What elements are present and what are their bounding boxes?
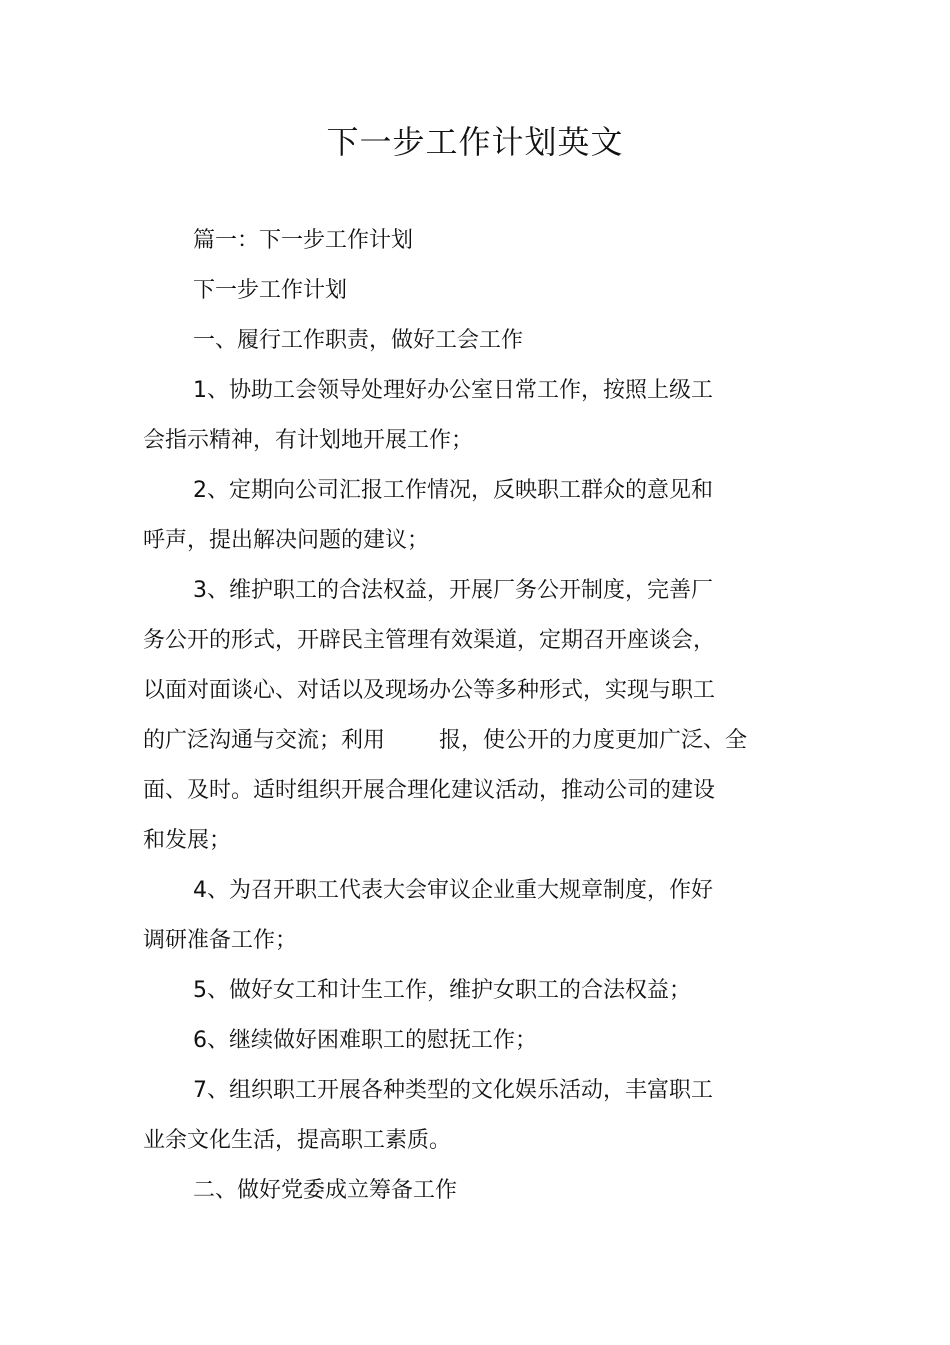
section-heading: 二、做好党委成立筹备工作 xyxy=(193,1178,458,1203)
paragraph-line: 面、及时。适时组织开展合理化建议活动，推动公司的建设 xyxy=(143,778,716,803)
paragraph-line: 4、为召开职工代表大会审议企业重大规章制度，作好 xyxy=(193,878,713,903)
paragraph-text: 的广泛沟通与交流；利用 xyxy=(143,728,386,753)
section-heading: 篇一：下一步工作计划 xyxy=(193,228,414,253)
paragraph-line: 6、继续做好困难职工的慰抚工作； xyxy=(193,1028,537,1053)
paragraph-line: 7、组织职工开展各种类型的文化娱乐活动，丰富职工 xyxy=(193,1078,713,1103)
paragraph-line: 一、履行工作职责，做好工会工作 xyxy=(193,328,524,353)
paragraph-line: 会指示精神，有计划地开展工作； xyxy=(143,428,474,453)
paragraph-line: 业余文化生活，提高职工素质。 xyxy=(143,1128,452,1153)
paragraph-line: 呼声，提出解决问题的建议； xyxy=(143,528,430,553)
document-body xyxy=(143,216,783,1216)
paragraph-line: 3、维护职工的合法权益，开展厂务公开制度，完善厂 xyxy=(193,578,713,603)
paragraph-line: 务公开的形式，开辟民主管理有效渠道，定期召开座谈会， xyxy=(143,628,716,653)
paragraph-line: 1、协助工会领导处理好办公室日常工作，按照上级工 xyxy=(193,378,713,403)
paragraph-line: 5、做好女工和计生工作，维护女职工的合法权益； xyxy=(193,978,691,1003)
paragraph-line xyxy=(143,716,783,766)
paragraph-line: 和发展； xyxy=(143,828,232,853)
document-title: 下一步工作计划英文 xyxy=(326,123,624,161)
paragraph-line: 以面对面谈心、对话以及现场办公等多种形式，实现与职工 xyxy=(143,678,716,703)
subheading: 下一步工作计划 xyxy=(193,278,348,303)
paragraph-line: 调研准备工作； xyxy=(143,928,298,953)
paragraph-line: 2、定期向公司汇报工作情况，反映职工群众的意见和 xyxy=(193,478,713,503)
paragraph-text: 报，使公开的力度更加广泛、全 xyxy=(439,728,748,753)
